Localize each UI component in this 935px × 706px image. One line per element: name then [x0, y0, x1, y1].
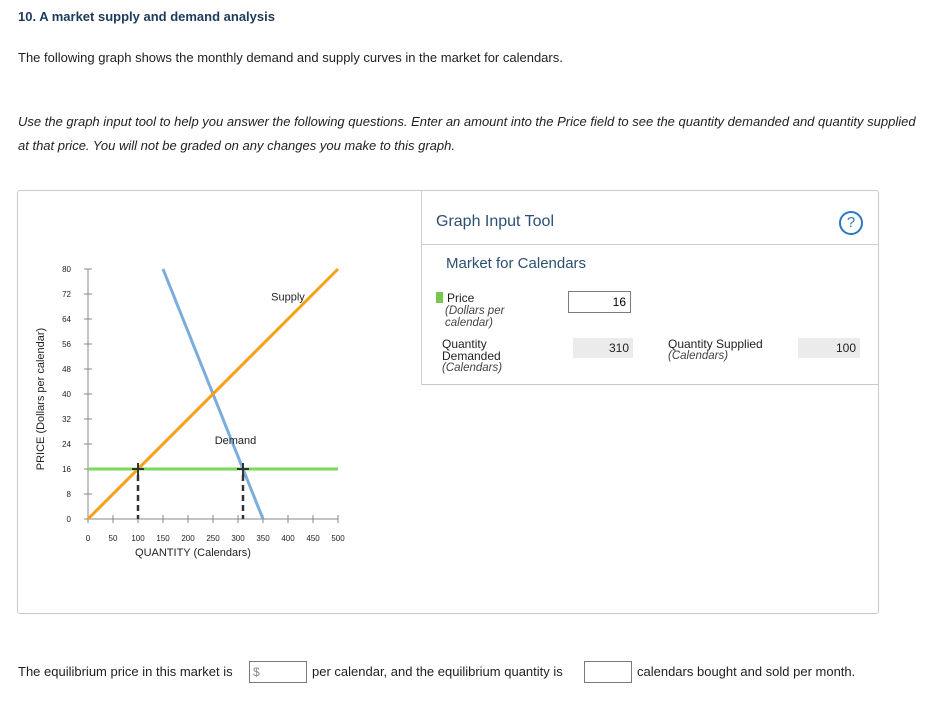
x-tick-label: 100 — [131, 534, 145, 543]
price-swatch-icon — [436, 292, 443, 303]
qs-label: Quantity Supplied — [668, 337, 763, 351]
dollar-sign: $ — [253, 665, 260, 679]
y-tick-label: 72 — [62, 290, 71, 299]
question-intro: The following graph shows the monthly demand and supply curves in the market for calendars. — [18, 50, 563, 65]
x-tick-label: 450 — [306, 534, 320, 543]
y-tick-label: 64 — [62, 315, 71, 324]
graph-input-tool — [421, 191, 879, 385]
qd-unit: (Calendars) — [442, 362, 503, 374]
y-tick-label: 56 — [62, 340, 71, 349]
quantity-demanded-value: 310 — [573, 338, 633, 358]
graph-panel — [17, 190, 879, 614]
x-tick-label: 500 — [331, 534, 345, 543]
supply-curve — [88, 269, 338, 519]
y-tick-label: 24 — [62, 440, 71, 449]
y-tick-label: 0 — [66, 515, 71, 524]
x-tick-label: 150 — [156, 534, 170, 543]
tool-title: Graph Input Tool — [436, 213, 555, 230]
tool-header — [422, 191, 879, 245]
x-tick-label: 200 — [181, 534, 195, 543]
supply-curve-label: Supply — [271, 291, 305, 304]
qd-label-2: Demanded — [442, 349, 501, 363]
price-label: Price — [447, 291, 475, 305]
x-tick-label: 400 — [281, 534, 295, 543]
y-tick-label: 40 — [62, 390, 71, 399]
y-tick-label: 32 — [62, 415, 71, 424]
x-axis-label: QUANTITY (Calendars) — [135, 547, 251, 559]
price-label-group — [436, 292, 504, 329]
price-input[interactable] — [568, 291, 631, 313]
qd-label-1: Quantity — [442, 337, 487, 351]
x-tick-label: 50 — [108, 534, 118, 543]
answer-text-1: The equilibrium price in this market is — [18, 664, 233, 679]
answer-text-2: per calendar, and the equilibrium quantity is — [312, 664, 563, 679]
x-tick-label: 0 — [85, 534, 91, 543]
y-tick-label: 8 — [66, 490, 71, 499]
help-button[interactable]: ? — [839, 211, 863, 235]
equilibrium-price-input[interactable] — [249, 661, 307, 683]
y-tick-label: 48 — [62, 365, 71, 374]
x-tick-label: 300 — [231, 534, 245, 543]
x-tick-label: 250 — [206, 534, 220, 543]
equilibrium-quantity-input[interactable] — [584, 661, 632, 683]
price-unit-2: calendar) — [445, 317, 493, 329]
supply-demand-chart[interactable] — [18, 191, 420, 613]
qd-label-group — [442, 338, 502, 374]
x-tick-label: 350 — [256, 534, 270, 543]
qs-label-group — [668, 338, 763, 362]
answer-text-3: calendars bought and sold per month. — [637, 664, 856, 679]
demand-curve-label: Demand — [214, 435, 257, 447]
question-title: 10. A market supply and demand analysis — [18, 9, 275, 24]
price-unit-1: (Dollars per — [445, 305, 505, 317]
question-instructions: Use the graph input tool to help you answer the following questions. Enter an amount into the Price field to see the quantity demanded and quantity supplied at that price. You will not be graded on any changes you make to this graph. — [18, 114, 916, 153]
quantity-supplied-value: 100 — [798, 338, 860, 358]
y-tick-label: 80 — [62, 265, 71, 274]
qs-unit: (Calendars) — [668, 350, 729, 362]
y-axis-label: PRICE (Dollars per calendar) — [35, 327, 47, 471]
y-tick-label: 16 — [62, 465, 71, 474]
market-title: Market for Calendars — [446, 255, 587, 272]
